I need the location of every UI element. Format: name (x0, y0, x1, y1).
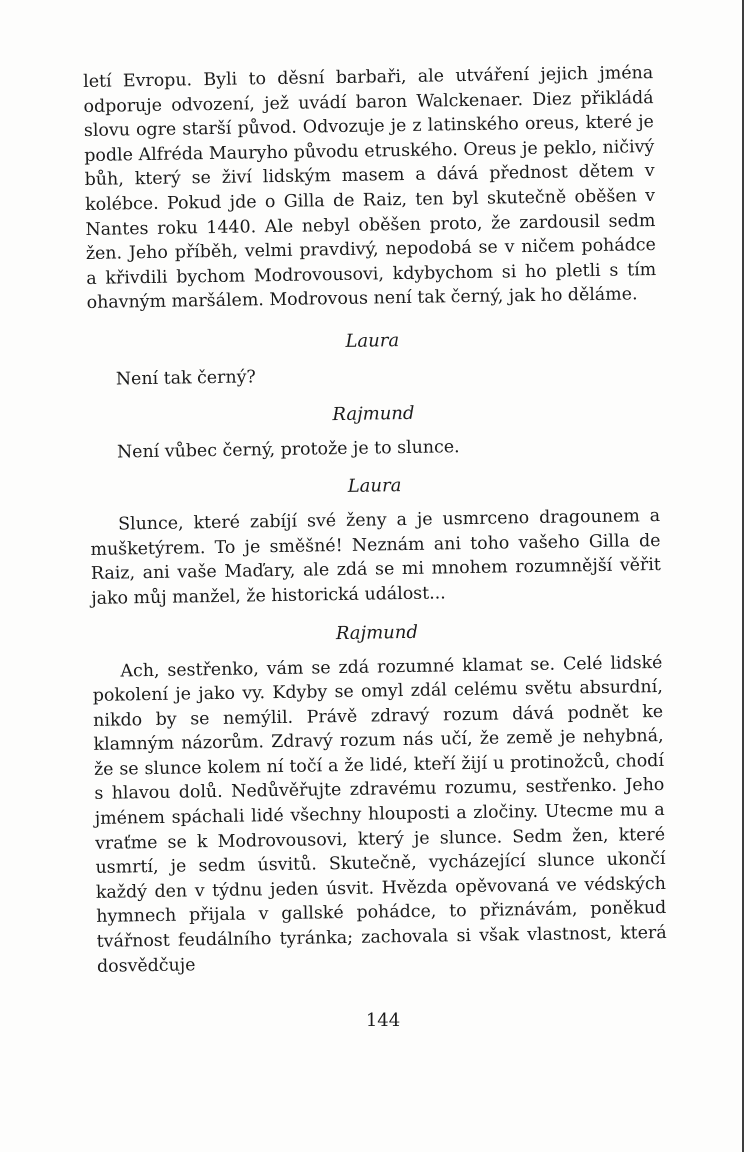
speaker-label: Laura (345, 330, 400, 352)
dialogue-paragraph: Slunce, které zabíjí své ženy a je usmrceno dragounem a mušketýrem. To je směšné! Neznám ani toho vašeho Gilla de Raiz, ani vaše Maďary, ale zdá se mi mnohem rozumnější věřit jako můj manžel, že historická událost... (90, 506, 662, 609)
speaker-label: Rajmund (332, 402, 415, 425)
paragraph-continued: letí Evropu. Byli to děsní barbaři, ale utváření jejich jména odporuje odvození, jež uvádí baron Walckenaer. Diez přikládá slovu ogre starší původ. Odvozuje je z latinského oreus, které je podle Alfréda Mauryho původu etruského. Oreus je peklo, ničivý bůh, který se živí lidským masem a dává přednost dětem v kolébce. Pokud jde o Gilla de Raiz, ten byl skutečně oběšen v Nantes roku 1440. Ale nebyl oběšen proto, že zardousil sedm žen. Jeho příběh, velmi pravdivý, nepodobá se v ničem pohádce a křivdili bychom Modrovousovi, kdybychom si ho pletli s tím ohavným maršálem. Modrovous není tak černý, jak ho děláme. (83, 63, 657, 314)
page-edge-line (742, 0, 744, 1152)
speaker-label: Laura (347, 475, 402, 498)
body-text (83, 61, 667, 979)
speaker-label: Rajmund (335, 621, 419, 644)
page-number: 144 (365, 1010, 401, 1031)
dialogue-paragraph: Není vůbec černý, protože je to slunce. (116, 436, 460, 463)
dialogue-paragraph: Není tak černý? (115, 367, 256, 390)
dialogue-paragraph: Ach, sestřenko, vám se zdá rozumné klamat se. Celé lidské pokolení je jako vy. Kdyby se omyl zdál celému světu absurdní, nikdo by se nemýlil. Právě zdravý rozum dává podnět ke klamným názorům. Zdravý rozum nás učí, že země je nehybná, že se slunce kolem ní točí a že lidé, kteří žijí u protinožců, chodí s hlavou dolů. Nedůvěřujte zdravému rozumu, sestřenko. Jeho jménem spáchali lidé všechny hlouposti a zločiny. Utecme mu a vraťme se k Modrovousovi, který je slunce. Sedm žen, které usmrtí, je sedm úsvitů. Skutečně, vycházející slunce ukončí každý den v týdnu jeden úsvit. Hvězda opěvovaná ve védských hymnech přijala v gallské pohádce, to přiznávám, poněkud tvářnost feudálního tyránka; zachovala si však vlastnost, která dosvědčuje (92, 652, 667, 977)
